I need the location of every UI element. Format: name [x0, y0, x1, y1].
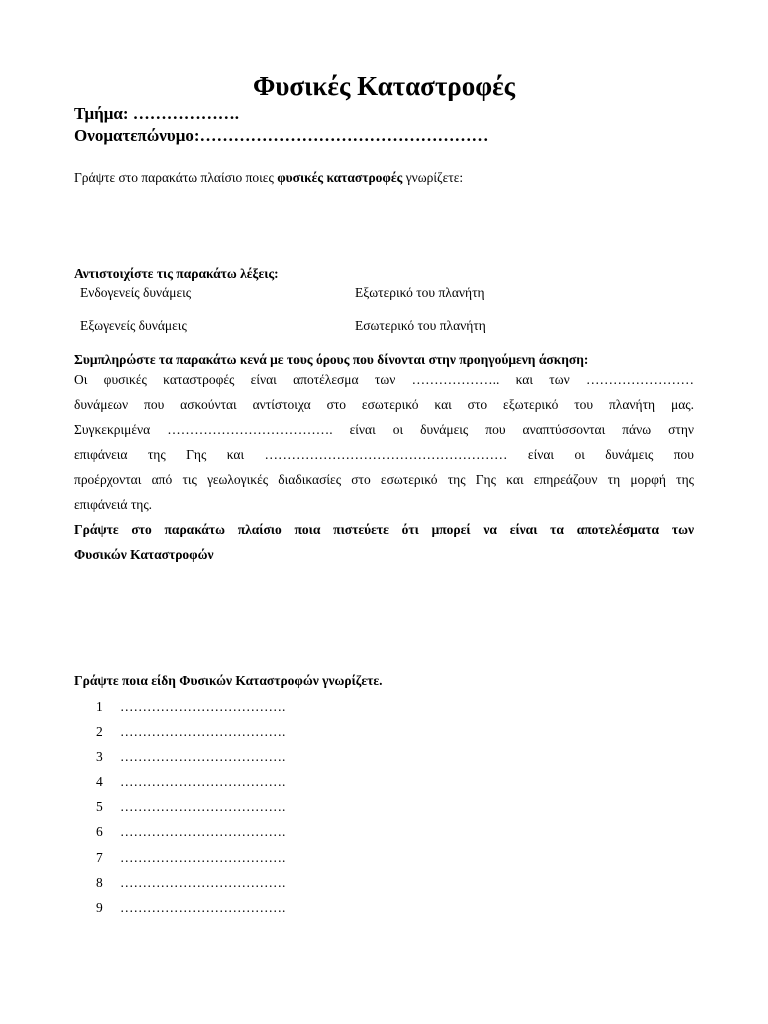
answer-blank: ………………………………. — [120, 749, 286, 764]
question-5-heading: Γράψτε ποια είδη Φυσικών Καταστροφών γνωρίζετε. — [74, 673, 383, 688]
match-right-1: Εξωτερικό του πλανήτη — [355, 285, 485, 300]
paragraph-line: προέρχονται από τις γεωλογικές διαδικασίες στο εσωτερικό της Γης και επηρεάζουν τη μορφή της — [74, 472, 694, 487]
answer-blank: ………………………………. — [120, 774, 286, 789]
list-item — [96, 849, 285, 867]
list-item — [96, 798, 285, 816]
question-1 — [74, 169, 463, 187]
match-left-1: Ενδογενείς δυνάμεις — [80, 285, 192, 300]
question-4 — [74, 517, 694, 567]
list-number: 9 — [96, 900, 103, 915]
class-field: Τμήμα: ………………. — [74, 104, 240, 123]
name-field: Ονοματεπώνυμο:…………………………………………… — [74, 126, 489, 145]
answer-blank: ………………………………. — [120, 699, 286, 714]
list-number: 6 — [96, 824, 103, 839]
list-item — [96, 823, 285, 841]
list-number: 3 — [96, 749, 103, 764]
question-1-prefix: Γράψτε στο παρακάτω πλαίσιο ποιες — [74, 170, 278, 185]
match-left-2: Εξωγενείς δυνάμεις — [80, 318, 187, 333]
answer-blank: ………………………………. — [120, 900, 286, 915]
list-item — [96, 723, 285, 741]
page-title: Φυσικές Καταστροφές — [252, 71, 516, 101]
list-number: 2 — [96, 724, 103, 739]
paragraph-line: επιφάνειά της. — [74, 497, 153, 512]
paragraph-line: επιφάνεια της Γης και ……………………………………………… είναι οι δυνάμεις που — [74, 447, 694, 462]
list-number: 5 — [96, 799, 103, 814]
list-item — [96, 899, 285, 917]
question-3-paragraph — [74, 367, 694, 517]
question-4-line-1: Γράψτε στο παρακάτω πλαίσιο ποια πιστεύετε ότι μπορεί να είναι τα αποτελέσματα των — [74, 522, 694, 537]
question-3-heading: Συμπληρώστε τα παρακάτω κενά με τους όρους που δίνονται στην προηγούμενη άσκηση: — [74, 352, 589, 367]
paragraph-line: Συγκεκριμένα ………………………………. είναι οι δυνάμεις που αναπτύσσονται πάνω στην — [74, 422, 694, 437]
answer-blank: ………………………………. — [120, 724, 286, 739]
question-1-suffix: γνωρίζετε: — [402, 170, 464, 185]
list-item — [96, 698, 285, 716]
answer-blank: ………………………………. — [120, 875, 286, 890]
question-1-bold: φυσικές καταστροφές — [277, 170, 403, 185]
answer-blank: ………………………………. — [120, 799, 286, 814]
answer-blank: ………………………………. — [120, 824, 286, 839]
answer-blank: ………………………………. — [120, 850, 286, 865]
list-item — [96, 874, 285, 892]
list-number: 4 — [96, 774, 103, 789]
list-item — [96, 773, 285, 791]
match-right-2: Εσωτερικό του πλανήτη — [355, 318, 486, 333]
question-2-heading: Αντιστοιχίστε τις παρακάτω λέξεις: — [74, 266, 279, 281]
list-number: 8 — [96, 875, 103, 890]
list-number: 1 — [96, 699, 103, 714]
list-item — [96, 748, 285, 766]
paragraph-line: Οι φυσικές καταστροφές είναι αποτέλεσμα των ……………….. και των …………………… — [74, 372, 694, 387]
question-4-line-2: Φυσικών Καταστροφών — [74, 547, 214, 562]
paragraph-line: δυνάμεων που ασκούνται αντίστοιχα στο εσωτερικό και στο εξωτερικό του πλανήτη μας. — [74, 397, 694, 412]
list-number: 7 — [96, 850, 103, 865]
